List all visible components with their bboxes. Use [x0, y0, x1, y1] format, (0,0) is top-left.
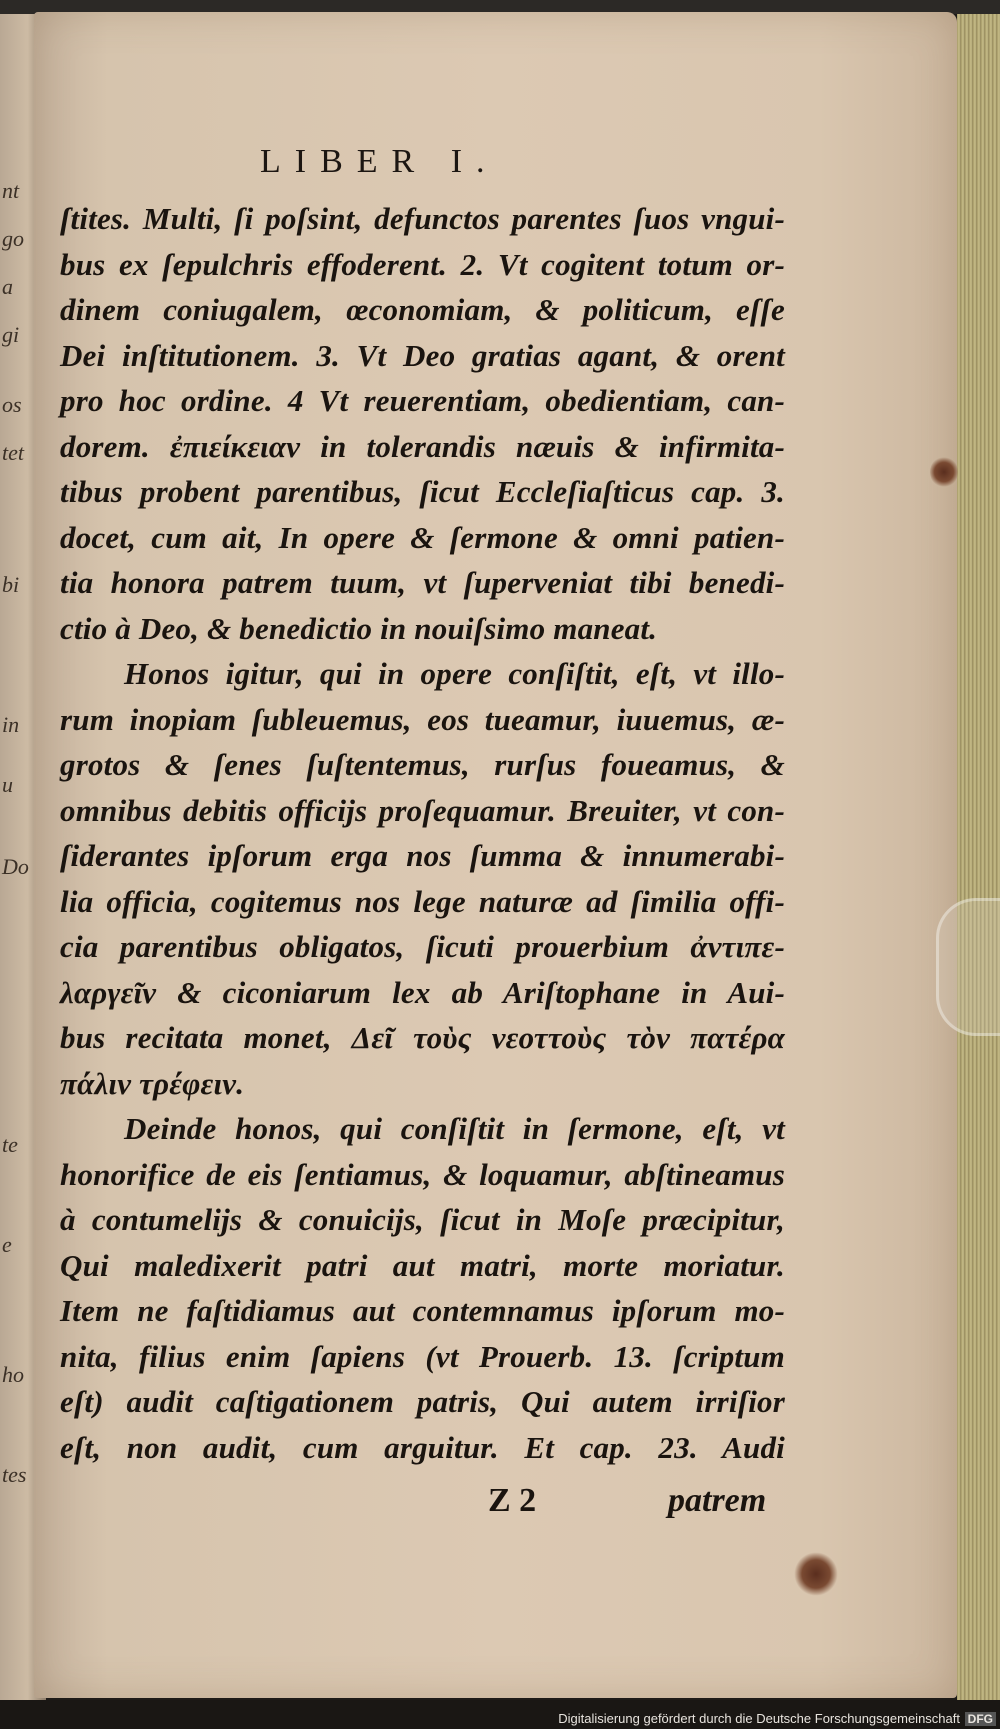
facing-page-fragment: e	[2, 1232, 12, 1257]
facing-page-fragment: tet	[2, 440, 24, 465]
facing-page-fragment: te	[2, 1132, 18, 1157]
text-line: ſiderantes ipſorum erga nos ſumma & innumerabi-	[60, 838, 785, 873]
text-line: dinem coniugalem, œconomiam, & politicum, eſſe	[60, 292, 785, 327]
facing-page-fragment: nt	[2, 178, 20, 203]
facing-page-fragment: gi	[2, 322, 20, 347]
text-line: nita, filius enim ſapiens (vt Prouerb. 13. ſcriptum	[60, 1338, 785, 1374]
facing-page-fragment: Do	[2, 854, 29, 879]
text-line: honorifice de eis ſentiamus, & loquamur, abſtineamus	[60, 1156, 785, 1192]
facing-page-fragment: os	[2, 392, 22, 417]
fore-edge	[957, 14, 1000, 1708]
facing-page-fragment: u	[2, 772, 13, 797]
facing-page-fragment: go	[2, 226, 24, 251]
text-line: eſt) audit caſtigationem patris, Qui autem irriſior	[60, 1384, 785, 1419]
dfg-logo: DFG	[965, 1712, 996, 1726]
text-line: λαργεῖν & ciconiarum lex ab Ariſtophane in Aui-	[60, 974, 785, 1010]
text-line: tibus probent parentibus, ſicut Eccleſiaſticus cap. 3.	[60, 474, 785, 509]
facing-page-fragment: tes	[2, 1462, 27, 1487]
text-line: cia parentibus obligatos, ſicuti prouerbium ἀντιπε-	[60, 929, 785, 964]
text-line: rum inopiam ſubleuemus, eos tueamur, iuuemus, æ-	[60, 701, 785, 737]
text-line: grotos & ſenes ſuſtentemus, rurſus foueamus, &	[60, 747, 785, 782]
text-line: ctio à Deo, & benedictio in nouiſsimo maneat.	[60, 610, 658, 646]
foxing-stain	[794, 1552, 838, 1596]
text-line: Item ne faſtidiamus aut contemnamus ipſorum mo-	[60, 1293, 785, 1328]
text-line: Deinde honos, qui conſiſtit in ſermone, eſt, vt	[124, 1111, 785, 1146]
signature-mark: Z 2	[488, 1482, 537, 1519]
text-line: Qui maledixerit patri aut matri, morte moriatur.	[60, 1247, 785, 1283]
facing-page-fragment: bi	[2, 572, 20, 597]
clasp-reflection	[936, 898, 1000, 1036]
text-line: pro hoc ordine. 4 Vt reuerentiam, obedientiam, can-	[60, 383, 785, 418]
text-line: bus recitata monet, Δεῖ τοὺς νεοττοὺς τὸν πατέρα	[60, 1020, 785, 1055]
facing-page-fragment: ho	[2, 1362, 24, 1387]
running-head: LIBER I.	[260, 143, 499, 180]
facing-page-fragment: in	[2, 712, 20, 737]
text-line: bus ex ſepulchris effoderent. 2. Vt cogitent totum or-	[60, 246, 785, 282]
text-line: à contumelijs & conuicijs, ſicut in Moſe præcipitur,	[60, 1202, 785, 1237]
text-line: omnibus debitis officijs proſequamur. Breuiter, vt con-	[60, 792, 785, 828]
text-line: ſtites. Multi, ſi poſsint, defunctos parentes ſuos vngui-	[60, 201, 785, 236]
catchword: patrem	[668, 1482, 767, 1519]
text-line: eſt, non audit, cum arguitur. Et cap. 23. Audi	[60, 1429, 785, 1465]
text-line: lia officia, cogitemus nos lege naturæ ad ſimilia offi-	[60, 883, 785, 919]
text-line: dorem. ἐπιείκειαν in tolerandis næuis & infirmita-	[60, 428, 785, 464]
digitization-credit: Digitalisierung gefördert durch die Deutsche Forschungsgemeinschaft	[558, 1711, 960, 1726]
text-line: docet, cum ait, In opere & ſermone & omni patien-	[60, 519, 785, 555]
foxing-stain	[930, 456, 958, 488]
facing-page-fragment: a	[2, 274, 13, 299]
text-line: Honos igitur, qui in opere conſiſtit, eſt, vt illo-	[124, 656, 785, 691]
text-line: Dei inſtitutionem. 3. Vt Deo gratias agant, & orent	[60, 337, 785, 373]
text-line: πάλιν τρέφειν.	[60, 1065, 245, 1101]
body-text	[60, 196, 785, 1470]
text-line: tia honora patrem tuum, vt ſuperveniat tibi benedi-	[60, 565, 785, 600]
